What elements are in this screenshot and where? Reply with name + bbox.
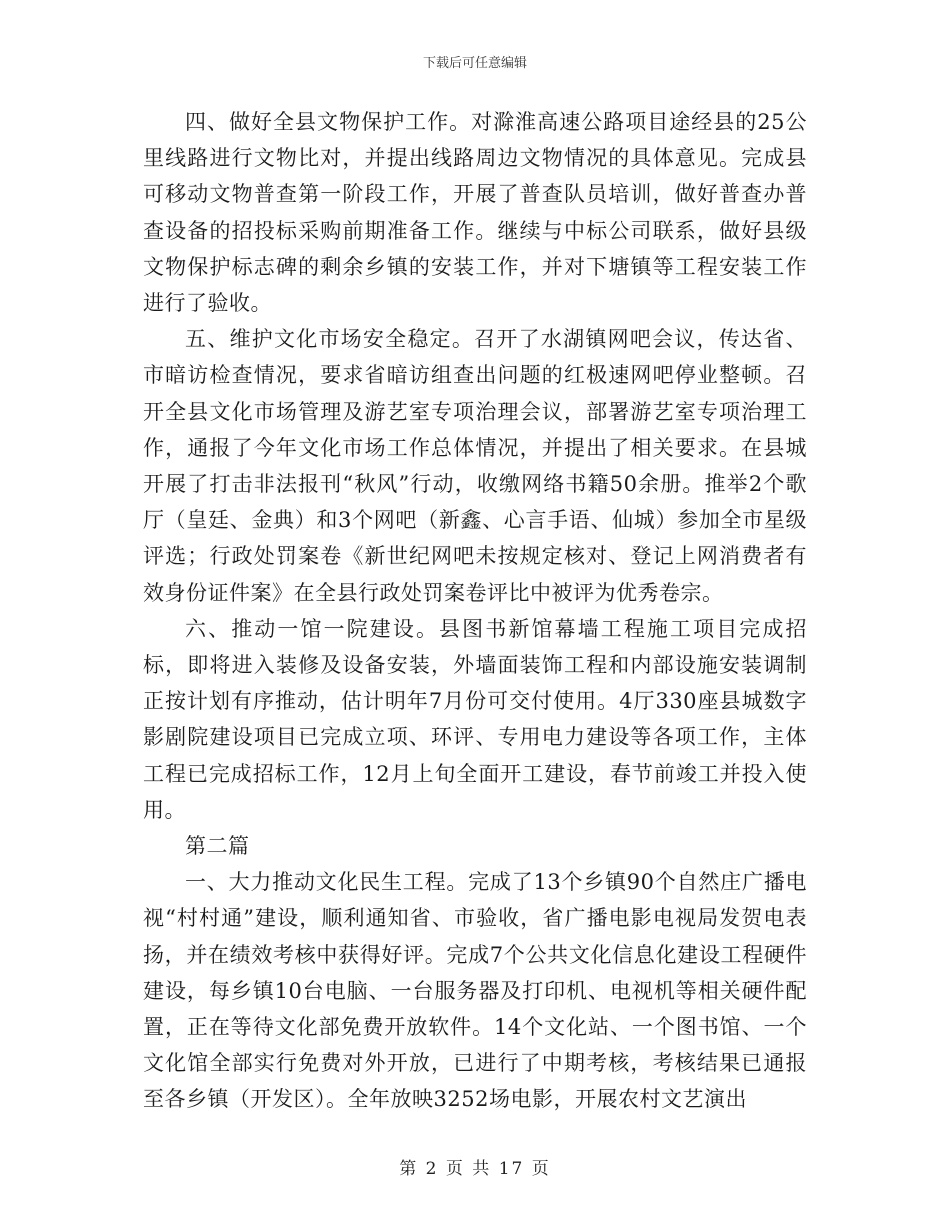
- paragraph-culture-market: 五、维护文化市场安全稳定。召开了水湖镇网吧会议，传达省、市暗访检查情况，要求省暗访组查出问题的红极速网吧停业整顿。召开全县文化市场管理及游艺室专项治理会议，部署游艺室专项治理工作，通报了今年文化市场工作总体情况，并提出了相关要求。在县城开展了打击非法报刊“秋风”行动，收缴网络书籍50余册。推举2个歌厅（皇廷、金典）和3个网吧（新鑫、心言手语、仙城）参加全市星级评选；行政处罚案卷《新世纪网吧未按规定核对、登记上网消费者有效身份证件案》在全县行政处罚案卷评比中被评为优秀卷宗。: [143, 327, 807, 605]
- paragraph-livelihood-project: 一、大力推动文化民生工程。完成了13个乡镇90个自然庄广播电视“村村通”建设，顺利通知省、市验收，省广播电影电视局发贺电表扬，并在绩效考核中获得好评。完成7个公共文化信息化建设工程硬件建设，每乡镇10台电脑、一台服务器及打印机、电视机等相关硬件配置，正在等待文化部免费开放软件。14个文化站、一个图书馆、一个文化馆全部实行免费对外开放，已进行了中期考核，考核结果已通报至各乡镇（开发区）。全年放映3252场电影，开展农村文艺演出: [143, 870, 807, 1112]
- paragraph-cultural-relics: 四、做好全县文物保护工作。对滁淮高速公路项目途经县的25公里线路进行文物比对，并提出线路周边文物情况的具体意见。完成县可移动文物普查第一阶段工作，开展了普查队员培训，做好普查办普查设备的招投标采购前期准备工作。继续与中标公司联系，做好县级文物保护标志碑的剩余乡镇的安装工作，并对下塘镇等工程安装工作进行了验收。: [143, 110, 807, 316]
- page-header: 下载后可任意编辑: [422, 56, 527, 71]
- page-number: 第 2 页 共 17 页: [399, 1159, 551, 1179]
- section-heading: 第二篇: [185, 834, 250, 859]
- paragraph-library-theater: 六、推动一馆一院建设。县图书新馆幕墙工程施工项目完成招标，即将进入装修及设备安装，外墙面装饰工程和内部设施安装调制正按计划有序推动，估计明年7月份可交付使用。4厅330座县城数字影剧院建设项目已完成立项、环评、专用电力建设等各项工作，主体工程已完成招标工作，12月上旬全面开工建设，春节前竣工并投入使用。: [143, 616, 807, 822]
- document-body: [143, 104, 807, 1118]
